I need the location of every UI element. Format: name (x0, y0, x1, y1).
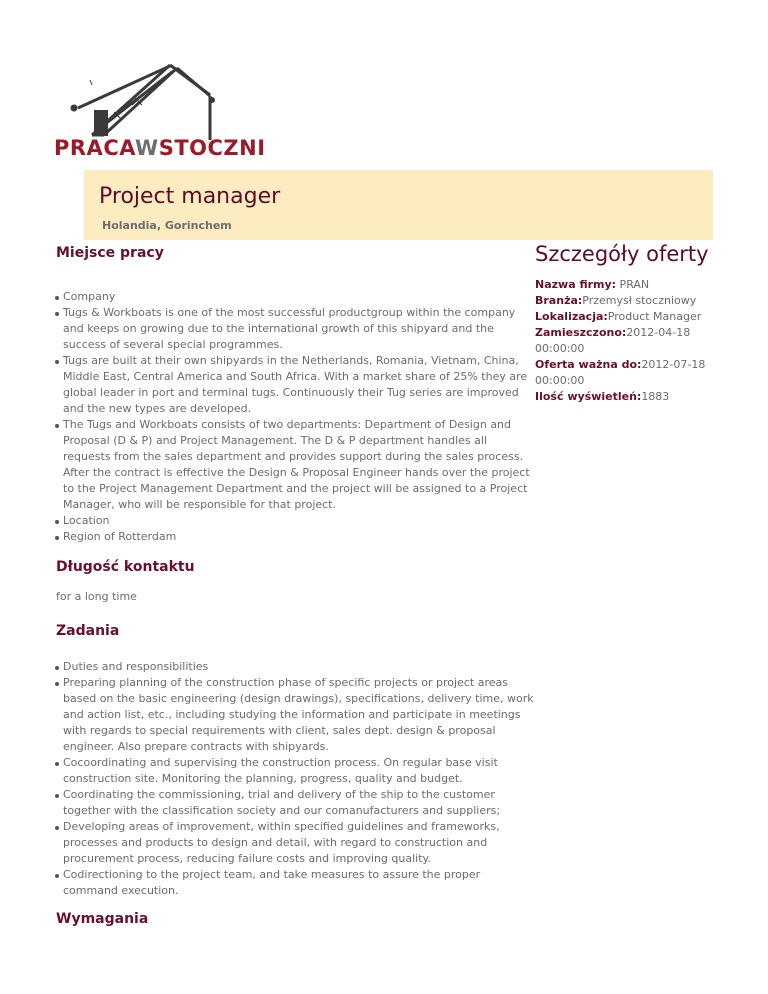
detail-views: Ilość wyświetleń:1883 (535, 390, 670, 403)
contract-length-text: for a long time (56, 590, 137, 603)
zadania-list (56, 659, 536, 899)
list-item: Codirectioning to the project team, and take measures to assure the proper command execution. (56, 867, 536, 899)
section-heading-zadania: Zadania (56, 623, 120, 639)
detail-location: Lokalizacja:Product Manager (535, 310, 702, 323)
detail-company: Nazwa firmy: PRAN (535, 278, 650, 291)
main-content (56, 240, 536, 929)
list-item: Cocoordinating and supervising the construction process. On regular base visit construction site. Monitoring the planning, progress, quality and budget. (56, 755, 536, 787)
offer-details (535, 240, 725, 405)
detail-industry: Branża:Przemysł stoczniowy (535, 294, 697, 307)
list-item: Duties and responsibilities (56, 659, 536, 675)
list-item: The Tugs and Workboats consists of two departments: Department of Design and Proposal (D & P) and Project Management. The D & P department handles all requests from the sales department and provides support during the sales process. After the contract is effective the Design & Proposal Engineer hands over the project to the Project Management Department and the project will be assigned to a Project Manager, who will be responsible for that project. (56, 417, 536, 513)
list-item: Company (56, 289, 536, 305)
logo-wordmark: PRACAWSTOCZNI (54, 136, 266, 160)
list-item: Developing areas of improvement, within specified guidelines and frameworks, processes and products to design and detail, with regard to construction and procurement process, reducing failure costs and improving quality. (56, 819, 536, 867)
section-heading-wymagania: Wymagania (56, 911, 149, 927)
page-title: Project manager (99, 184, 281, 209)
list-item: Tugs are built at their own shipyards in the Netherlands, Romania, Vietnam, China, Middle East, Central America and South Africa. With a market share of 25% they are global leader in port and terminal tugs. Continuously their Tug series are improved and the new types are developed. (56, 353, 536, 417)
details-heading: Szczegóły oferty (535, 242, 709, 266)
list-item: Location (56, 513, 536, 529)
section-heading-dlugosc: Długość kontaktu (56, 559, 195, 575)
list-item: Tugs & Workboats is one of the most successful productgroup within the company and keeps on growing due to the international growth of this shipyard and the success of several special programmes. (56, 305, 536, 353)
miejsce-list (56, 289, 536, 545)
detail-posted: Zamieszczono:2012-04-18 00:00:00 (535, 326, 691, 355)
list-item: Preparing planning of the construction phase of specific projects or project areas based on the basic engineering (design drawings), specifications, delivery time, work and action list, etc., including studying the information and participate in meetings with regards to special requirements with client, sales dept. design & proposal engineer. Also prepare contracts with shipyards. (56, 675, 536, 755)
detail-valid-until: Oferta ważna do:2012-07-18 00:00:00 (535, 358, 706, 387)
section-heading-miejsce: Miejsce pracy (56, 245, 164, 261)
list-item: Coordinating the commissioning, trial and delivery of the ship to the customer together with the classification society and our comanufacturers and suppliers; (56, 787, 536, 819)
job-location: Holandia, Gorinchem (102, 219, 232, 232)
title-banner (84, 170, 713, 240)
list-item: Region of Rotterdam (56, 529, 536, 545)
